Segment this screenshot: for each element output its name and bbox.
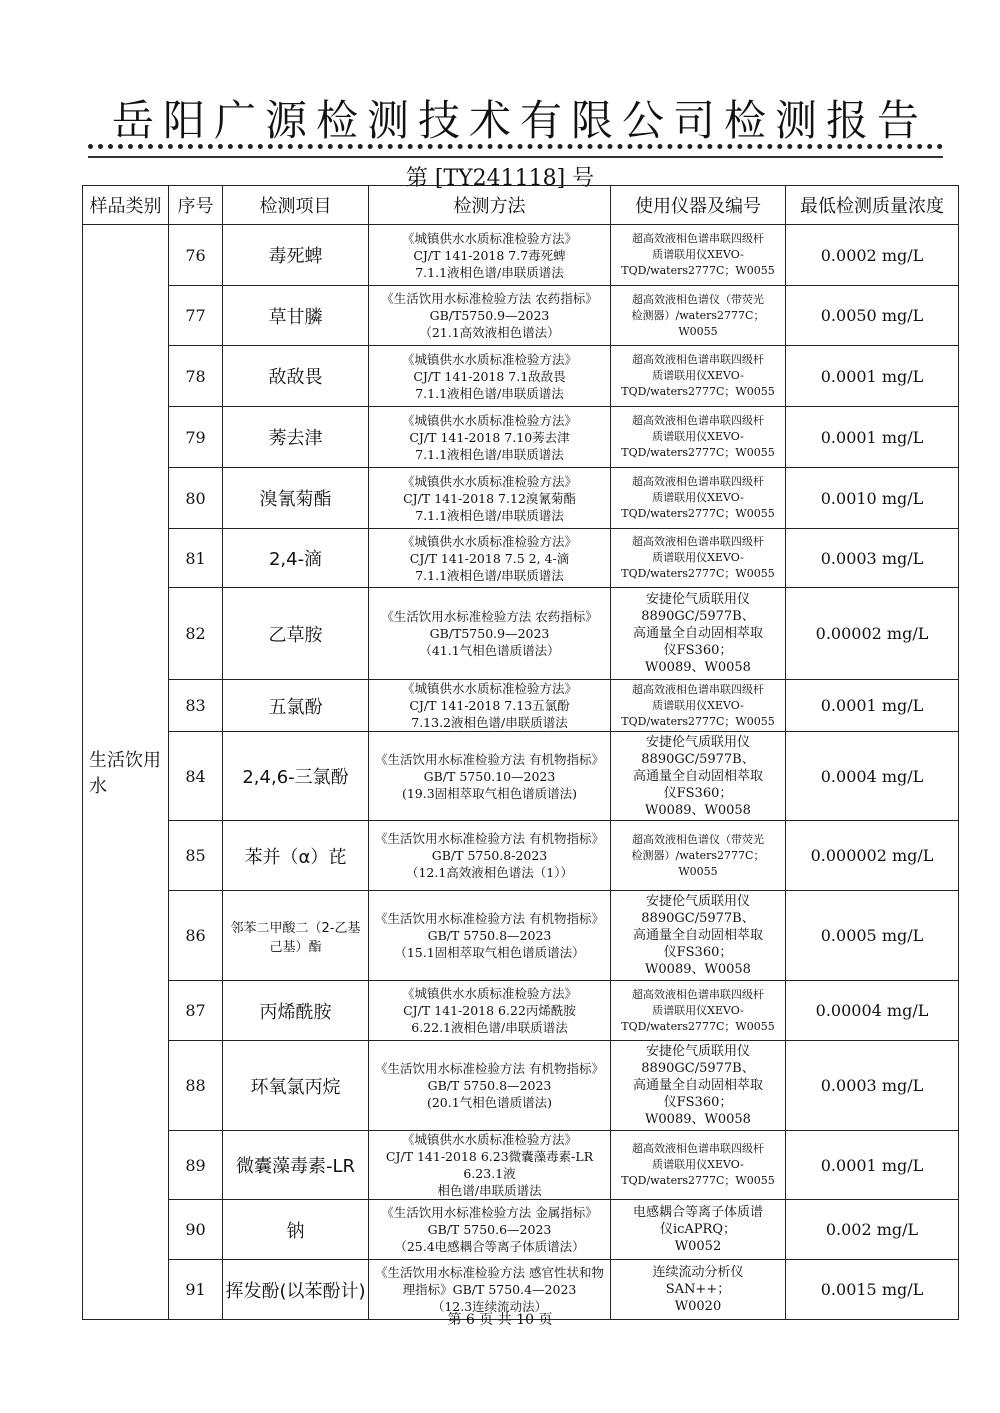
method-line: （15.1固相萃取气相色谱质谱法） [394,945,585,960]
instrument [611,588,786,680]
table-row [83,680,959,732]
method-line: 7.1.1液相色谱/串联质谱法 [415,446,564,462]
instrument-line: 质谱联用仪XEVO- [652,1158,744,1171]
method-line: GB/T5750.9—2023 [429,626,550,641]
instrument [611,346,786,407]
page-footer: 第 6 页 共 10 页 [447,1312,553,1328]
instrument-line: 仪FS360； [663,785,733,801]
test-method [369,468,611,529]
instrument-line: TQD/waters2777C；W0055 [621,567,775,580]
test-method [369,346,611,407]
table-row [83,529,959,588]
test-item: 2,4-滴 [223,529,369,588]
detection-limit: 0.0003 mg/L [786,529,959,588]
instrument-line: 质谱联用仪XEVO- [652,491,744,504]
instrument-line: 质谱联用仪XEVO- [652,551,744,564]
instrument-line: W0089、W0058 [645,660,751,675]
table-row [83,468,959,529]
method-line: GB/T 5750.8-2023 [431,848,548,863]
instrument-line: 超高效液相色谱串联四级杆 [632,987,764,1001]
test-item: 莠去津 [223,407,369,468]
method-line: 相色谱/串联质谱法 [437,1183,542,1198]
instrument-line: 超高效液相色谱串联四级杆 [632,1142,764,1155]
method-line: 《城镇供水水质标准检验方法》 [401,351,577,367]
instrument-line: TQD/waters2777C；W0055 [621,385,775,398]
method-line: 《生活饮用水标准检验方法 感官性状和物 [375,1265,604,1280]
instrument-line: SAN++； [665,1282,731,1297]
instrument-line: TQD/waters2777C；W0055 [621,507,775,520]
table-row [83,286,959,346]
table-row [83,588,959,680]
instrument [611,891,786,981]
instrument-line: TQD/waters2777C；W0055 [621,264,775,277]
instrument [611,1200,786,1260]
test-item: 环氧氯丙烷 [223,1041,369,1131]
detection-limit: 0.00004 mg/L [786,981,959,1041]
method-line: CJ/T 141-2018 7.10莠去津 [409,429,570,445]
method-line: 《生活饮用水标准检验方法 金属指标》 [381,1205,598,1220]
test-item: 微囊藻毒素-LR [223,1131,369,1200]
instrument [611,529,786,588]
test-item: 敌敌畏 [223,346,369,407]
method-line: 《城镇供水水质标准检验方法》 [401,533,577,549]
table-row [83,821,959,891]
method-line: （41.1气相色谱质谱法） [419,643,560,658]
detection-limit: 0.0004 mg/L [786,732,959,821]
method-line: GB/T 5750.10—2023 [423,768,556,784]
row-number: 91 [169,1260,223,1320]
method-line: GB/T 5750.8—2023 [427,1078,552,1093]
instrument-line: W0089、W0058 [645,802,751,818]
instrument [611,732,786,821]
instrument-line: W0052 [674,1239,722,1254]
instrument [611,1041,786,1131]
method-line: 6.22.1液相色谱/串联质谱法 [411,1020,568,1035]
title-divider-line [88,156,943,158]
method-line: GB/T 5750.6—2023 [427,1222,552,1237]
method-line: CJ/T 141-2018 6.23微囊藻毒素-LR 6.23.1液 [385,1149,594,1181]
method-line: CJ/T 141-2018 7.7毒死蜱 [413,247,566,263]
instrument [611,981,786,1041]
instrument-line: 仪icAPRQ； [659,1222,737,1237]
table-row [83,1200,959,1260]
table-row [83,732,959,821]
test-item: 挥发酚(以苯酚计) [223,1260,369,1320]
row-number: 77 [169,286,223,346]
test-item: 草甘膦 [223,286,369,346]
row-number: 82 [169,588,223,680]
method-line: (20.1气相色谱质谱法) [426,1095,553,1110]
test-method [369,588,611,680]
col-header-item: 检测项目 [223,186,369,225]
instrument-line: 超高效液相色谱串联四级杆 [632,682,764,696]
row-number: 85 [169,821,223,891]
instrument-line: TQD/waters2777C；W0055 [621,1019,775,1033]
instrument-line: TQD/waters2777C；W0055 [621,714,775,728]
method-line: CJ/T 141-2018 7.5 2, 4-滴 [409,550,570,566]
instrument-line: W0055 [678,324,718,338]
instrument-line: W0089、W0058 [645,962,751,977]
method-line: 《生活饮用水标准检验方法 有机物指标》 [375,831,604,846]
instrument-line: 质谱联用仪XEVO- [652,369,744,382]
method-line: 《生活饮用水标准检验方法 农药指标》 [381,291,598,306]
instrument-line: 安捷伦气质联用仪 [645,894,750,909]
row-number: 78 [169,346,223,407]
test-item: 乙草胺 [223,588,369,680]
method-line: 《生活饮用水标准检验方法 农药指标》 [381,609,598,624]
title-divider-dotted [88,144,943,149]
method-line: CJ/T 141-2018 7.1敌敌畏 [413,368,566,384]
method-line: 7.1.1液相色谱/串联质谱法 [415,567,564,583]
test-item: 五氯酚 [223,680,369,732]
detection-limit: 0.00002 mg/L [786,588,959,680]
instrument-line: 8890GC/5977B、 [641,911,755,926]
instrument-line: 超高效液相色谱串联四级杆 [632,414,764,427]
method-line: 7.1.1液相色谱/串联质谱法 [415,385,564,401]
method-line: （12.3连续流动法） [431,1299,548,1314]
table-header-row [83,186,959,225]
instrument-line: 超高效液相色谱仪（带荧光 [632,292,764,306]
sample-category: 生活饮用水 [83,225,169,1320]
col-header-method: 检测方法 [369,186,611,225]
test-method [369,732,611,821]
row-number: 90 [169,1200,223,1260]
detection-limit: 0.0002 mg/L [786,225,959,286]
row-number: 89 [169,1131,223,1200]
method-line: 7.1.1液相色谱/串联质谱法 [415,507,564,523]
detection-limit: 0.0005 mg/L [786,891,959,981]
method-line: CJ/T 141-2018 6.22丙烯酰胺 [403,1003,576,1018]
instrument [611,225,786,286]
instrument-line: 高通量全自动固相萃取 [632,1078,763,1093]
method-line: （25.4电感耦合等离子体质谱法） [394,1239,585,1254]
method-line: CJ/T 141-2018 7.12溴氰菊酯 [403,490,576,506]
test-item: 苯并（α）芘 [223,821,369,891]
method-line: 《城镇供水水质标准检验方法》 [401,1132,577,1147]
instrument-line: 安捷伦气质联用仪 [645,592,750,607]
detection-limit: 0.002 mg/L [786,1200,959,1260]
test-method [369,286,611,346]
instrument-line: 超高效液相色谱串联四级杆 [632,535,764,548]
method-line: （21.1高效液相色谱法） [419,325,560,340]
instrument [611,286,786,346]
test-items-table [82,185,959,1320]
instrument-line: W0055 [678,864,718,878]
instrument-line: 质谱联用仪XEVO- [652,248,744,261]
table-row [83,407,959,468]
row-number: 80 [169,468,223,529]
test-item: 2,4,6-三氯酚 [223,732,369,821]
row-number: 87 [169,981,223,1041]
detection-limit: 0.0001 mg/L [786,680,959,732]
detection-limit: 0.0001 mg/L [786,407,959,468]
instrument-line: 8890GC/5977B、 [641,1061,755,1076]
row-number: 84 [169,732,223,821]
instrument-line: 质谱联用仪XEVO- [652,698,744,712]
row-number: 86 [169,891,223,981]
detection-limit: 0.0010 mg/L [786,468,959,529]
instrument-line: W0089、W0058 [645,1112,751,1127]
method-line: （12.1高效液相色谱法（1）） [405,865,574,880]
instrument-line: 仪FS360； [663,643,733,658]
test-method [369,1131,611,1200]
test-method [369,529,611,588]
instrument-line: 超高效液相色谱串联四级杆 [632,353,764,366]
instrument-line: 连续流动分析仪 [652,1265,744,1280]
report-title: 岳阳广源检测技术有限公司检测报告 [111,96,928,145]
instrument-line: 超高效液相色谱串联四级杆 [632,232,764,245]
test-method [369,821,611,891]
instrument-line: 质谱联用仪XEVO- [652,1003,744,1017]
detection-limit: 0.0050 mg/L [786,286,959,346]
table-row [83,1131,959,1200]
col-header-category: 样品类别 [83,186,169,225]
instrument-line: 高通量全自动固相萃取 [632,928,763,943]
method-line: 《生活饮用水标准检验方法 有机物指标》 [375,751,604,767]
method-line: 7.13.2液相色谱/串联质谱法 [411,715,568,730]
method-line: GB/T 5750.8—2023 [427,928,552,943]
instrument-line: W0020 [674,1299,722,1314]
instrument-line: 检测器）/waters2777C； [631,848,765,862]
method-line: 《城镇供水水质标准检验方法》 [401,230,577,246]
instrument-line: 高通量全自动固相萃取 [632,626,763,641]
instrument-line: 8890GC/5977B、 [641,751,755,767]
col-header-limit: 最低检测质量浓度 [786,186,959,225]
instrument-line: 质谱联用仪XEVO- [652,430,744,443]
instrument [611,407,786,468]
test-item: 毒死蜱 [223,225,369,286]
test-method [369,1200,611,1260]
method-line: CJ/T 141-2018 7.13五氯酚 [409,698,570,713]
method-line: (19.3固相萃取气相色谱质谱法) [401,785,578,801]
instrument-line: 检测器）/waters2777C； [631,308,765,322]
instrument-line: 安捷伦气质联用仪 [645,1044,750,1059]
method-line: 7.1.1液相色谱/串联质谱法 [415,264,564,280]
instrument [611,821,786,891]
test-method [369,680,611,732]
test-method [369,225,611,286]
table-row [83,981,959,1041]
row-number: 79 [169,407,223,468]
method-line: 《城镇供水水质标准检验方法》 [401,473,577,489]
method-line: 理指标》GB/T 5750.4—2023 [402,1282,577,1297]
instrument-line: 安捷伦气质联用仪 [645,734,750,750]
method-line: 《城镇供水水质标准检验方法》 [401,412,577,428]
test-item: 邻苯二甲酸二（2-乙基己基）酯 [223,891,369,981]
detection-limit: 0.0015 mg/L [786,1260,959,1320]
instrument [611,680,786,732]
instrument-line: 仪FS360； [663,945,733,960]
instrument-line: 高通量全自动固相萃取 [632,768,763,784]
test-item: 丙烯酰胺 [223,981,369,1041]
method-line: GB/T5750.9—2023 [429,308,550,323]
instrument-line: 仪FS360； [663,1095,733,1110]
row-number: 76 [169,225,223,286]
detection-limit: 0.0003 mg/L [786,1041,959,1131]
instrument-line: TQD/waters2777C；W0055 [621,446,775,459]
table-row [83,346,959,407]
col-header-instrument: 使用仪器及编号 [611,186,786,225]
method-line: 《城镇供水水质标准检验方法》 [401,681,577,696]
instrument-line: 超高效液相色谱仪（带荧光 [632,832,764,846]
detection-limit: 0.0001 mg/L [786,1131,959,1200]
row-number: 83 [169,680,223,732]
method-line: 《城镇供水水质标准检验方法》 [401,986,577,1001]
detection-limit: 0.0001 mg/L [786,346,959,407]
test-item: 溴氰菊酯 [223,468,369,529]
instrument-line: 电感耦合等离子体质谱 [632,1205,763,1220]
instrument-line: TQD/waters2777C；W0055 [621,1174,775,1187]
instrument [611,1131,786,1200]
test-method [369,1041,611,1131]
report-number: 第 [TY241118] 号 [405,166,595,191]
test-method [369,407,611,468]
row-number: 88 [169,1041,223,1131]
detection-limit: 0.000002 mg/L [786,821,959,891]
table-row [83,891,959,981]
instrument-line: 超高效液相色谱串联四级杆 [632,475,764,488]
method-line: 《生活饮用水标准检验方法 有机物指标》 [375,911,604,926]
table-row [83,1041,959,1131]
test-method [369,981,611,1041]
col-header-no: 序号 [169,186,223,225]
method-line: 《生活饮用水标准检验方法 有机物指标》 [375,1061,604,1076]
test-item: 钠 [223,1200,369,1260]
instrument-line: 8890GC/5977B、 [641,609,755,624]
instrument [611,468,786,529]
test-method [369,891,611,981]
table-row [83,225,959,286]
row-number: 81 [169,529,223,588]
